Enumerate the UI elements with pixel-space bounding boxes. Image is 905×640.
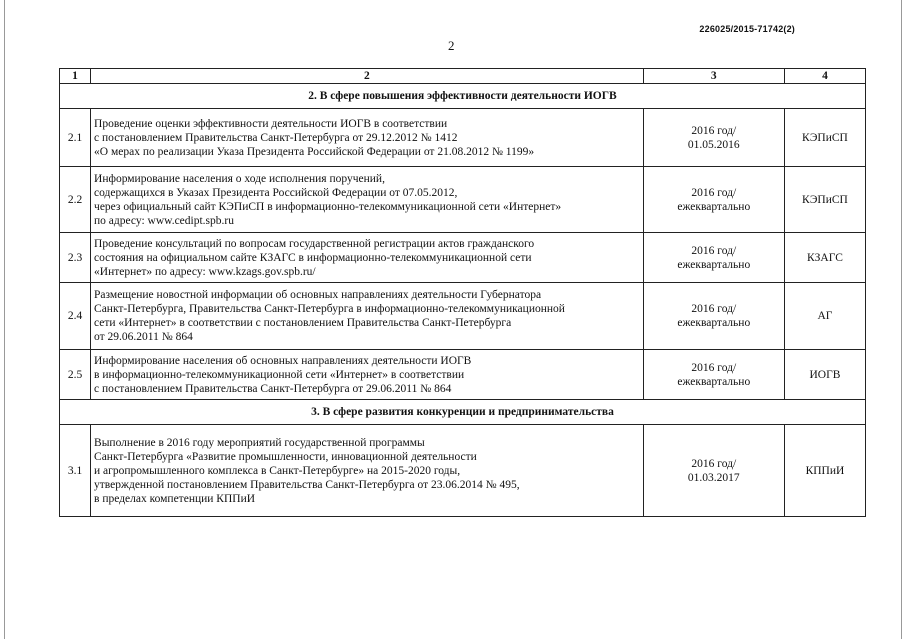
row-responsible: ИОГВ <box>784 350 865 400</box>
section-title: 3. В сфере развития конкуренции и предпринимательства <box>60 400 866 425</box>
term-year: 2016 год/ <box>691 361 737 374</box>
table-row <box>60 109 866 167</box>
page-number: 2 <box>448 38 455 53</box>
section-title: 2. В сфере повышения эффективности деятельности ИОГВ <box>60 84 866 109</box>
term-year: 2016 год/ <box>691 457 737 470</box>
description-line: содержащихся в Указах Президента Российской Федерации от 07.05.2012, <box>94 186 458 199</box>
row-number: 2.2 <box>60 167 91 233</box>
description-line: Размещение новостной информации об основных направлениях деятельности Губернатора <box>94 289 542 301</box>
term-deadline: ежеквартально <box>677 317 751 329</box>
row-number: 2.1 <box>60 109 91 167</box>
description-line: от 29.06.2011 № 864 <box>94 331 193 343</box>
column-header-4: 4 <box>784 69 865 84</box>
table-row <box>60 350 866 400</box>
description-line: «Интернет» по адресу: www.kzags.gov.spb.ru/ <box>94 265 316 278</box>
row-number: 3.1 <box>60 425 91 517</box>
description-line: с постановлением Правительства Санкт-Петербурга от 29.12.2012 № 1412 <box>94 131 458 144</box>
table-row <box>60 167 866 233</box>
term-year: 2016 год/ <box>691 303 737 315</box>
description-line: Проведение консультаций по вопросам государственной регистрации актов гражданского <box>94 237 535 250</box>
row-responsible: КЭПиСП <box>784 167 865 233</box>
row-term <box>643 283 784 350</box>
table-row <box>60 233 866 283</box>
description-line: Выполнение в 2016 году мероприятий государственной программы <box>94 436 425 449</box>
table-row <box>60 283 866 350</box>
description-line: утвержденной постановлением Правительства Санкт-Петербурга от 23.06.2014 № 495, <box>94 478 520 491</box>
term-deadline: 01.05.2016 <box>687 138 740 151</box>
term-deadline: ежеквартально <box>677 258 751 271</box>
row-description <box>91 109 644 167</box>
description-line: с постановлением Правительства Санкт-Петербурга от 29.06.2011 № 864 <box>94 382 452 395</box>
column-header-3: 3 <box>643 69 784 84</box>
description-line: сети «Интернет» в соответствии с постановлением Правительства Санкт-Петербурга <box>94 317 512 329</box>
plan-table <box>59 68 866 517</box>
row-term <box>643 109 784 167</box>
term-deadline: ежеквартально <box>677 375 751 388</box>
term-year: 2016 год/ <box>691 124 737 137</box>
description-line: через официальный сайт КЭПиСП в информационно-телекоммуникационной сети «Интернет» <box>94 200 562 213</box>
description-line: в информационно-телекоммуникационной сети «Интернет» в соответствии <box>94 368 465 381</box>
row-term <box>643 233 784 283</box>
row-number: 2.4 <box>60 283 91 350</box>
term-year: 2016 год/ <box>691 244 737 257</box>
row-responsible: АГ <box>784 283 865 350</box>
column-header-row <box>60 69 866 84</box>
table-row <box>60 425 866 517</box>
term-year: 2016 год/ <box>691 186 737 199</box>
description-line: Санкт-Петербурга «Развитие промышленности, инновационной деятельности <box>94 450 477 463</box>
row-description <box>91 283 644 350</box>
row-term <box>643 167 784 233</box>
column-header-1: 1 <box>60 69 91 84</box>
description-line: в пределах компетенции КППиИ <box>94 492 256 505</box>
description-line: состояния на официальном сайте КЗАГС в информационно-телекоммуникационной сети <box>94 251 532 264</box>
section-header-row <box>60 84 866 109</box>
description-line: Информирование населения о ходе исполнения поручений, <box>94 172 385 185</box>
description-line: по адресу: www.cedipt.spb.ru <box>94 214 234 227</box>
description-line: Санкт-Петербурга, Правительства Санкт-Петербурга в информационно-телекоммуникационной <box>94 303 565 315</box>
term-deadline: 01.03.2017 <box>687 471 740 484</box>
column-header-2: 2 <box>91 69 644 84</box>
row-description <box>91 425 644 517</box>
row-term <box>643 350 784 400</box>
term-deadline: ежеквартально <box>677 200 751 213</box>
row-responsible: КЭПиСП <box>784 109 865 167</box>
row-description <box>91 350 644 400</box>
row-number: 2.5 <box>60 350 91 400</box>
row-number: 2.3 <box>60 233 91 283</box>
row-responsible: КЗАГС <box>784 233 865 283</box>
row-responsible: КППиИ <box>784 425 865 517</box>
document-id: 226025/2015-71742(2) <box>699 24 795 34</box>
description-line: и агропромышленного комплекса в Санкт-Петербурге» на 2015-2020 годы, <box>94 464 461 477</box>
description-line: Информирование населения об основных направлениях деятельности ИОГВ <box>94 354 472 367</box>
row-term <box>643 425 784 517</box>
description-line: Проведение оценки эффективности деятельности ИОГВ в соответствии <box>94 117 448 130</box>
section-header-row <box>60 400 866 425</box>
row-description <box>91 167 644 233</box>
description-line: «О мерах по реализации Указа Президента Российской Федерации от 21.08.2012 № 1199» <box>94 145 535 158</box>
row-description <box>91 233 644 283</box>
